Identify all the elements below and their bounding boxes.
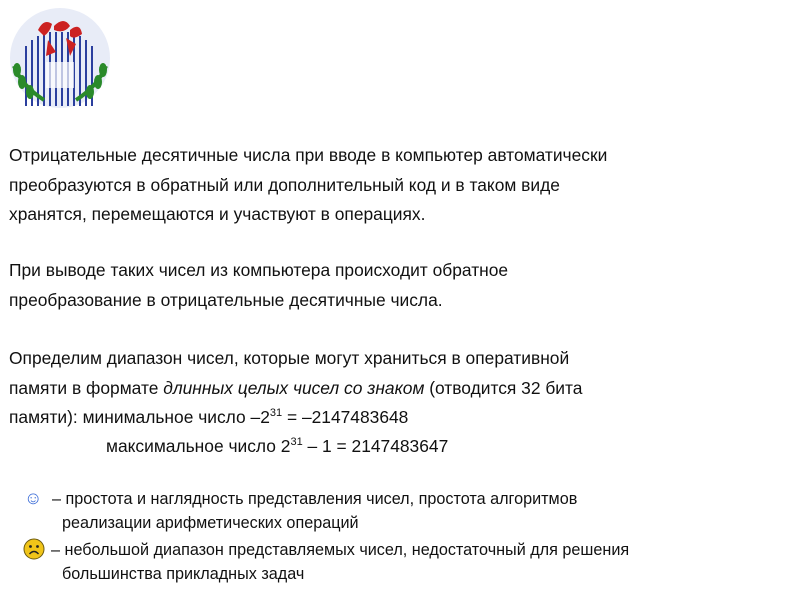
frowning-face-icon bbox=[23, 538, 45, 560]
paragraph-range bbox=[9, 344, 582, 433]
min-value: = –2147483648 bbox=[282, 407, 409, 427]
cons-text: – небольшой диапазон представляемых чисел, недостаточный для решения bbox=[51, 541, 630, 559]
paragraph-output bbox=[9, 256, 508, 315]
cons-item bbox=[24, 538, 629, 586]
max-value-label: максимальное число 2 bbox=[106, 436, 291, 456]
emblem-icon bbox=[8, 6, 112, 110]
paragraph-storage bbox=[9, 141, 607, 230]
pros-item bbox=[24, 487, 577, 535]
exponent: 31 bbox=[269, 407, 283, 420]
text-line: хранятся, перемещаются и участвуют в операциях. bbox=[9, 204, 426, 224]
max-value-line bbox=[106, 432, 448, 462]
smiley-icon: ☺ bbox=[24, 488, 43, 508]
emphasis-term: длинных целых чисел со знаком bbox=[163, 377, 425, 398]
min-value-label: памяти): минимальное число –2 bbox=[9, 407, 270, 427]
text-line: При выводе таких чисел из компьютера происходит обратное bbox=[9, 260, 509, 280]
text-line: (отводится 32 бита bbox=[424, 377, 583, 398]
text-line: Определим диапазон чисел, которые могут храниться в оперативной bbox=[9, 348, 570, 368]
text-line: преобразуются в обратный или дополнительный код и в таком виде bbox=[9, 174, 560, 195]
text-line: памяти в формате bbox=[9, 377, 164, 398]
cons-text-continued: большинства прикладных задач bbox=[62, 564, 305, 583]
text-line: преобразование в отрицательные десятичные числа. bbox=[9, 289, 443, 310]
exponent: 31 bbox=[290, 436, 303, 449]
text-line: Отрицательные десятичные числа при вводе в компьютер автоматически bbox=[9, 145, 608, 165]
max-value: – 1 = 2147483647 bbox=[302, 436, 449, 456]
pros-text-continued: реализации арифметических операций bbox=[62, 513, 359, 532]
emblem-logo bbox=[8, 6, 112, 110]
pros-text: – простота и наглядность представления чисел, простота алгоритмов bbox=[52, 490, 578, 508]
